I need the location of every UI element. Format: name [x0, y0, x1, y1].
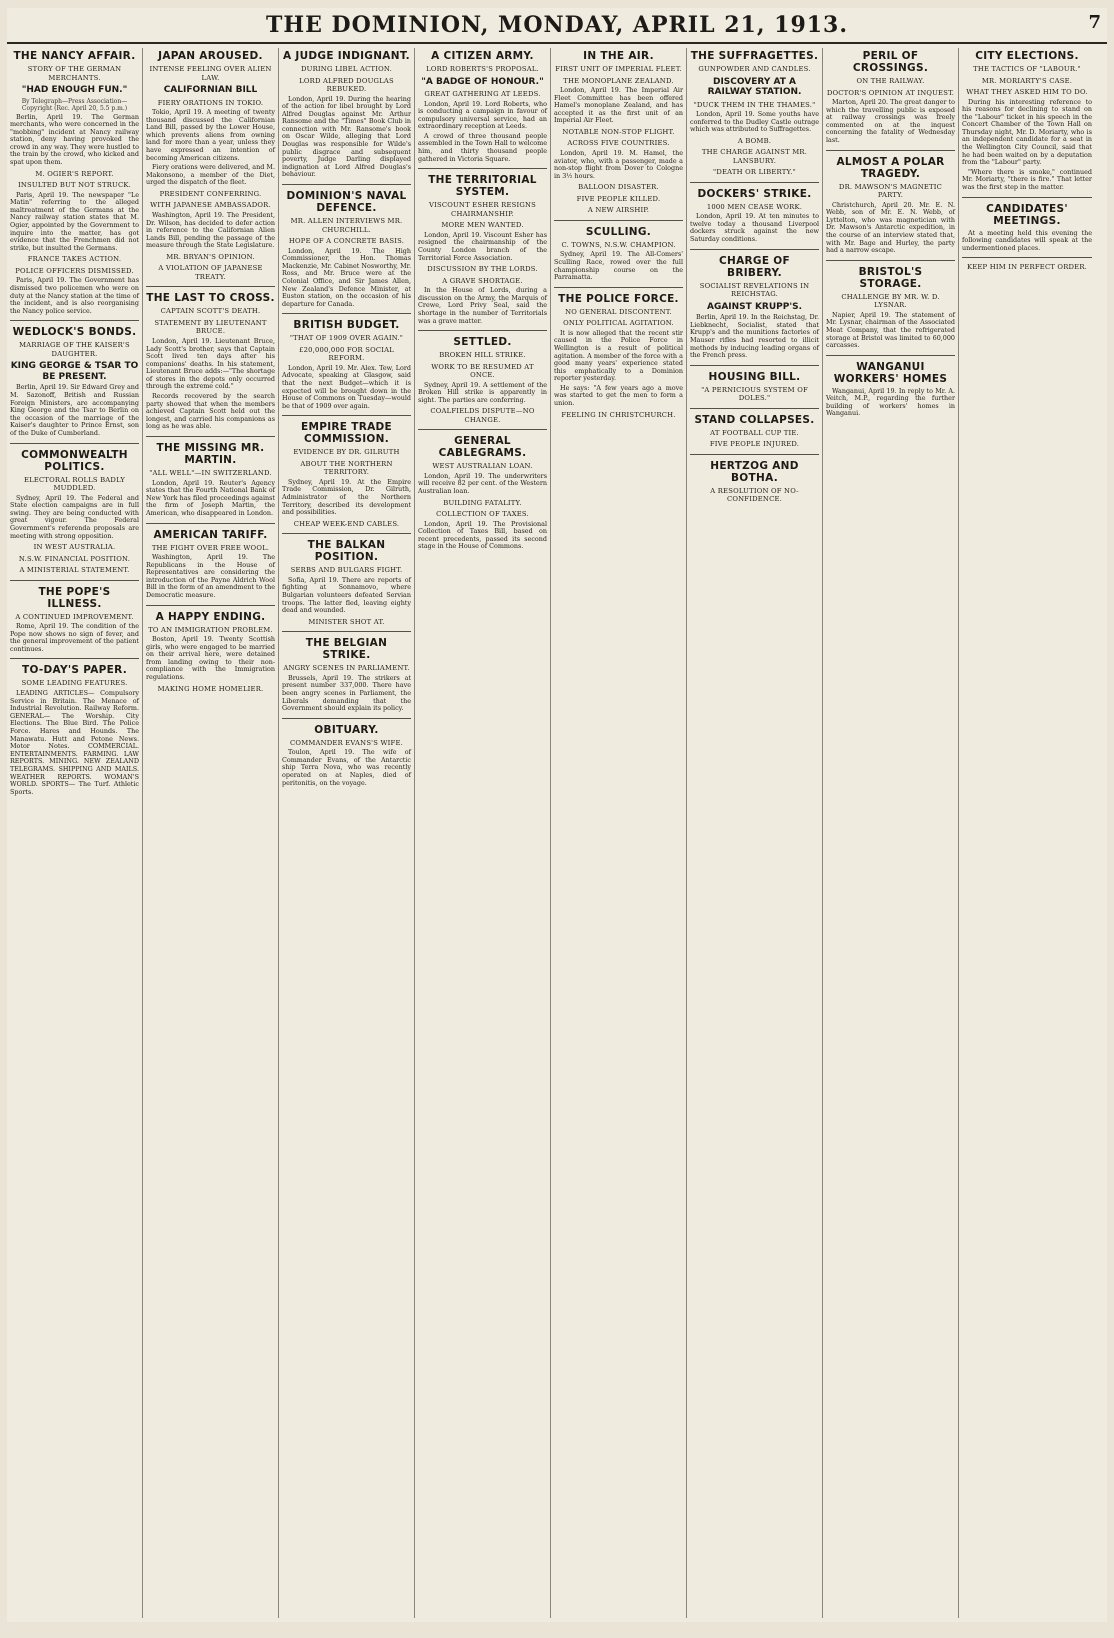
article-paragraph: At a meeting held this evening the following candidates will speak at the undermentioned places. [962, 228, 1092, 252]
article-divider [690, 454, 819, 455]
article-subheading: EVIDENCE BY DR. GILRUTH [293, 448, 400, 457]
article-paragraph: Toulon, April 19. The wife of Commander Evans, of the Antarctic ship Terra Nova, who was recently operated on at Naples, died of peritonitis, on the voyage. [282, 748, 411, 787]
article-divider [690, 249, 819, 250]
article-paragraph: Sofia, April 19. There are reports of fighting at Sonnamovo, where Bulgarian volunteers defeated Servian troops. The latter fled, leaving eighty dead and wounded. [282, 575, 411, 615]
column-3 [279, 48, 415, 1618]
article-subheading: FRANCE TAKES ACTION. [27, 255, 122, 264]
article-headline: HOUSING BILL. [708, 370, 801, 383]
masthead-title: THE DOMINION, MONDAY, APRIL 21, 1913. [265, 12, 849, 38]
article-subheading: WORK TO BE RESUMED AT ONCE. [431, 362, 534, 380]
article-divider [418, 330, 547, 331]
article-paragraph: London, April 19. Some youths have conferred to the Dudley Castle outrage which was attributed to Suffragettes. [690, 110, 819, 134]
article-subheading: A CONTINUED IMPROVEMENT. [15, 612, 134, 621]
article-subheading: STORY OF THE GERMAN MERCHANTS. [27, 65, 122, 82]
column-8 [959, 48, 1095, 1618]
article-subheading: DR. MAWSON'S MAGNETIC PARTY. [838, 182, 943, 200]
article-subheading: FIERY ORATIONS IN TOKIO. [157, 98, 264, 107]
article-headline: A JUDGE INDIGNANT. [283, 50, 410, 62]
article-bold-subheading: AGAINST KRUPP'S. [706, 301, 802, 312]
article-subheading: ABOUT THE NORTHERN TERRITORY. [300, 459, 393, 477]
article-divider [826, 150, 955, 151]
article-subheading: THE CHARGE AGAINST MR. LANSBURY. [701, 148, 808, 165]
article-divider [826, 355, 955, 356]
article-headline: EMPIRE TRADE COMMISSION. [301, 421, 392, 446]
article-subheading: DOCTOR'S OPINION AT INQUEST. [826, 88, 955, 97]
page-number: 7 [1088, 12, 1101, 33]
article-subheading: SERBS AND BULGARS FIGHT. [290, 566, 403, 575]
article-paragraph: Sydney, April 19. The Federal and State election campaigns are in full swing. They are being conducted with great vigour. The Federal Government's referenda proposals are meeting with strong opposition. [10, 493, 139, 540]
article-divider [146, 436, 275, 437]
article-subheading: LORD ALFRED DOUGLAS REBUKED. [299, 76, 394, 93]
article-headline: THE POPE'S ILLNESS. [38, 585, 111, 610]
article-headline: CHARGE OF BRIBERY. [719, 254, 790, 279]
article-subheading: THE TACTICS OF "LABOUR." [973, 65, 1081, 73]
article-paragraph: Christchurch, April 20. Mr. E. N. Webb, son of Mr. E. N. Webb, of Lyttelton, who was magnetician with Dr. Mawson's Antarctic expedition, in the course of an interview stated that, with Mr. Bage and Hurley, the party had a narrow escape. [826, 200, 955, 255]
article-headline: A HAPPY ENDING. [155, 610, 266, 623]
article-divider [146, 523, 275, 524]
article-divider [282, 533, 411, 534]
article-subheading: INTENSE FEELING OVER ALIEN LAW. [149, 65, 272, 82]
article-headline: THE POLICE FORCE. [558, 292, 679, 305]
article-divider [418, 168, 547, 169]
article-headline: DOMINION'S NAVAL DEFENCE. [286, 190, 407, 215]
article-headline: A CITIZEN ARMY. [431, 50, 534, 62]
article-divider [690, 182, 819, 183]
article-paragraph: It is now alleged that the recent stir caused in the Police Force in Wellington is a result of political agitation. A member of the force with a good many years' experience stated this emphatically to a Dominion reporter yesterday. [554, 328, 683, 383]
article-subheading: COALFIELDS DISPUTE—NO CHANGE. [430, 407, 535, 424]
article-subheading: BALLOON DISASTER. [578, 183, 659, 192]
article-headline: HERTZOG AND BOTHA. [710, 459, 799, 484]
article-subheading: SOME LEADING FEATURES. [21, 679, 128, 688]
article-subheading: BROKEN HILL STRIKE. [439, 351, 526, 360]
column-2 [143, 48, 279, 1618]
article-paragraph: London, April 19. Mr. Alex. Tew, Lord Advocate, speaking at Glasgow, said that the next Budget—which it is expected will be brought down in the House of Commons on Tuesday—would be that of 1909 over again. [282, 363, 411, 410]
article-headline: BRISTOL'S STORAGE. [858, 265, 923, 290]
article-headline: THE BELGIAN STRIKE. [305, 637, 388, 662]
article-headline: THE LAST TO CROSS. [146, 292, 275, 305]
columns-container [7, 48, 1107, 1618]
article-subheading: PRESIDENT CONFERRING. [159, 189, 262, 198]
article-paragraph: London, April 19. Lieutenant Bruce, Lady Scott's brother, says that Captain Scott lived ten days after his companions' deaths. In his statement, Lieutenant Bruce adds:—"The shortage of stores in the depots only occurred through the extreme cold." [146, 336, 275, 391]
article-paragraph: London, April 19. The Provisional Collection of Taxes Bill, based on recent precedents, passed its second stage in the House of Commons. [418, 519, 547, 551]
article-divider [690, 365, 819, 366]
article-headline: ALMOST A POLAR TRAGEDY. [836, 155, 945, 180]
article-subheading: A VIOLATION OF JAPANESE TREATY. [158, 264, 263, 281]
article-paragraph: Paris, April 19. The Government has dismissed two policemen who were on duty at the Nancy station at the time of the incident, and is also reorganising the Nancy police service. [10, 276, 139, 315]
article-headline: OBITUARY. [314, 723, 379, 736]
article-paragraph: "Where there is smoke," continued Mr. Moriarty, "there is fire." That letter was the first step in the matter. [962, 167, 1092, 192]
article-subheading: "DUCK THEM IN THE THAMES." [693, 100, 816, 109]
dateline: By Telegraph—Press Association—Copyright (Rec. April 20, 5.5 p.m.) [21, 97, 128, 112]
article-subheading: MORE MEN WANTED. [441, 221, 524, 230]
article-paragraph: Paris, April 19. The newspaper "Le Matin" referring to the alleged maltreatment of the Germans at the Nancy railway station states that M. Ogier, appointed by the Government to inquire into the matter, has got evidence that the Frenchmen did not strike, but insulted the Germans. [10, 190, 139, 252]
article-subheading: HOPE OF A CONCRETE BASIS. [288, 237, 405, 246]
article-paragraph: London, April 19. During the hearing of the action for libel brought by Lord Alfred Douglas against Mr. Arthur Ransome and the "Times" Book Club in connection with Mr. Ransome's book on Oscar Wilde, alleging that Lord Douglas was responsible for Wilde's public disgrace and subsequent poverty, Judge Darling displayed indignation at Lord Alfred Douglas's behaviour. [282, 94, 411, 179]
article-subheading: NO GENERAL DISCONTENT. [565, 307, 672, 316]
article-subheading: IN WEST AUSTRALIA. [33, 543, 116, 552]
column-5 [551, 48, 687, 1618]
article-subheading: THE FIGHT OVER FREE WOOL. [151, 543, 270, 552]
article-divider [10, 580, 139, 581]
article-headline: SETTLED. [453, 336, 512, 349]
article-subheading: THE MONOPLANE ZEALAND. [563, 76, 674, 85]
article-divider [146, 286, 275, 287]
article-paragraph: Sydney, April 19. The All-Comers' Sculling Race, rowed over the full championship course on the Parramatta. [554, 250, 683, 282]
article-subheading: ONLY POLITICAL AGITATION. [563, 319, 674, 328]
article-divider [146, 605, 275, 606]
article-subheading: FIRST UNIT OF IMPERIAL FLEET. [555, 65, 682, 73]
article-headline: COMMONWEALTH POLITICS. [21, 448, 128, 473]
article-subheading: 1000 MEN CEASE WORK. [706, 202, 803, 211]
article-subheading: M. OGIER'S REPORT. [35, 169, 114, 178]
article-divider [554, 287, 683, 288]
article-divider [826, 260, 955, 261]
article-divider [282, 631, 411, 632]
article-subheading: VISCOUNT ESHER RESIGNS CHAIRMANSHIP. [428, 201, 537, 218]
article-subheading: C. TOWNS, N.S.W. CHAMPION. [561, 240, 676, 249]
article-subheading: BUILDING FATALITY. [443, 498, 522, 507]
article-subheading: A NEW AIRSHIP. [587, 206, 650, 215]
article-bold-subheading: "A BADGE OF HONOUR." [421, 76, 544, 87]
article-paragraph: Wanganui, April 19. In reply to Mr. A. Veitch, M.P., regarding the further building of workers' homes in Wanganui. [826, 386, 955, 418]
article-subheading: "THAT OF 1909 OVER AGAIN." [289, 334, 404, 343]
masthead [7, 8, 1107, 44]
article-headline: AMERICAN TARIFF. [153, 528, 268, 541]
article-paragraph: Sydney, April 19. A settlement of the Broken Hill strike is apparently in sight. The parties are conferring. [418, 380, 547, 404]
article-subheading: MR. ALLEN INTERVIEWS MR. CHURCHILL. [290, 217, 403, 234]
article-paragraph: He says: "A few years ago a move was started to get the men to form a union. [554, 383, 683, 408]
article-subheading: ELECTORAL ROLLS BADLY MUDDLED. [23, 475, 126, 493]
article-paragraph: London, April 19. Lord Roberts, who is conducting a campaign in favour of compulsory universal service, had an extraordinary reception at Leeds. [418, 99, 547, 131]
article-headline: CITY ELECTIONS. [975, 50, 1079, 62]
article-subheading: CHEAP WEEK-END CABLES. [293, 519, 400, 528]
article-subheading: TO AN IMMIGRATION PROBLEM. [148, 625, 273, 634]
article-paragraph: During his interesting reference to his reasons for declining to stand on the "Labour" ticket in his speech in the Concert Chamber of the Town Hall on Thursday night, Mr. D. Moriarty, who is an independent candidate for a seat in the Wellington City Council, said that he had been waited on by a deputation from the "Labour" party. [962, 97, 1092, 167]
article-paragraph: London, April 19. Reuter's Agency states that the Fourth National Bank of New York has filed proceedings against the firm of Joseph Martin, the American, who disappeared in London. [146, 478, 275, 517]
article-headline: STAND COLLAPSES. [694, 413, 815, 426]
article-subheading: DISCUSSION BY THE LORDS. [427, 265, 538, 274]
article-subheading: KEEP HIM IN PERFECT ORDER. [966, 263, 1088, 272]
article-divider [418, 429, 547, 430]
article-subheading: GUNPOWDER AND CANDLES. [698, 65, 811, 73]
article-subheading: ON THE RAILWAY. [856, 77, 925, 85]
article-subheading: POLICE OFFICERS DISMISSED. [15, 266, 134, 275]
article-divider [10, 658, 139, 659]
article-headline: THE BALKAN POSITION. [307, 539, 386, 564]
article-subheading: A RESOLUTION OF NO-CONFIDENCE. [710, 486, 799, 504]
article-paragraph: London, April 19. Viscount Esher has resigned the chairmanship of the County London branch of the Territorial Force Association. [418, 230, 547, 262]
article-paragraph: Rome, April 19. The condition of the Pope now shows no sign of fever, and the general improvement of the patient continues. [10, 622, 139, 653]
article-paragraph: Berlin, April 19. In the Reichstag, Dr. Liebknecht, Socialist, stated that Krupp's and the munitions factories of Mauser rifles had resorted to illicit methods by inducing leading organs of the French press. [690, 313, 819, 360]
article-subheading: INSULTED BUT NOT STRUCK. [18, 181, 131, 190]
article-headline: GENERAL CABLEGRAMS. [438, 435, 527, 460]
article-paragraph: Napier, April 19. The statement of Mr. Lysnar, chairman of the Associated Meat Company, that the refrigerated storage at Bristol was limited to 60,000 carcasses. [826, 310, 955, 350]
article-headline: WANGANUI WORKERS' HOMES [833, 360, 948, 385]
article-subheading: DURING LIBEL ACTION. [301, 65, 392, 73]
article-headline: THE SUFFRAGETTES. [690, 50, 819, 62]
article-subheading: FEELING IN CHRISTCHURCH. [561, 410, 676, 419]
article-paragraph: Tokio, April 19. A meeting of twenty thousand discussed the Californian Land Bill, passed by the Lower House, which prevents aliens from owning land for more than a year, unless they have expressed an intention of becoming American citizens. [146, 108, 275, 162]
article-subheading: AT FOOTBALL CUP TIE. [710, 428, 799, 437]
article-subheading: N.S.W. FINANCIAL POSITION. [18, 554, 131, 563]
article-subheading: "ALL WELL"—IN SWITZERLAND. [149, 469, 272, 478]
article-paragraph: Marton, April 20. The great danger to which the travelling public is exposed at railway crossings was freely commented on at the inquest concerning the fatality of Wednesday last. [826, 98, 955, 144]
article-paragraph: In the House of Lords, during a discussion on the Army, the Marquis of Crewe, Lord Privy Seal, said the shortage in the number of Territorials was a grave matter. [418, 286, 547, 325]
article-subheading: MARRIAGE OF THE KAISER'S DAUGHTER. [19, 341, 130, 358]
article-headline: WEDLOCK'S BONDS. [12, 326, 137, 339]
article-paragraph: Berlin, April 19. The German merchants, who were concerned in the "mobbing" incident at Nancy railway station, deny having provoked the crowd in any way. They were hustled to the train by the crowd, who kicked and spat upon them. [10, 112, 139, 167]
article-paragraph: London, April 19. The High Commissioner, the Hon. Thomas Mackenzie, Mr. Cabinet Nosworthy, Mr. Ross, and Mr. Bruce were at the Colonial Office, and Sir James Allen, New Zealand's Defence Minister, at Euston station, on the occasion of his departure for Canada. [282, 246, 411, 308]
article-subheading: COMMANDER EVANS'S WIFE. [290, 738, 403, 747]
article-paragraph: London, April 19. M. Hamel, the aviator, who, with a passenger, made a non-stop flight from Dover to Cologne in 3½ hours. [554, 148, 683, 180]
article-paragraph: Berlin, April 19. Sir Edward Grey and M. Sazonoff, British and Russian Foreign Ministers, are accompanying King George and the Tsar to Berlin on the occasion of the marriage of the Kaiser's daughter to Prince Ernst, son of the Duke of Cumberland. [10, 383, 139, 437]
article-divider [690, 408, 819, 409]
article-paragraph: Fiery orations were delivered, and M. Makonsono, a member of the Diet, urged the dispatch of the fleet. [146, 163, 275, 187]
article-bold-subheading: DISCOVERY AT A RAILWAY STATION. [707, 76, 802, 97]
column-4 [415, 48, 551, 1618]
article-subheading: MINISTER SHOT AT. [308, 617, 385, 626]
article-subheading: "A PERNICIOUS SYSTEM OF DOLES." [701, 385, 808, 403]
article-paragraph: Sydney, April 19. At the Empire Trade Commission, Dr. Gilruth, Administrator of the Northern Territory, described its development and possibilities. [282, 477, 411, 517]
column-7 [823, 48, 959, 1618]
article-subheading: CHALLENGE BY MR. W. D. LYSNAR. [841, 292, 940, 310]
article-subheading: LORD ROBERTS'S PROPOSAL. [426, 65, 539, 73]
article-paragraph: Washington, April 19. The President, Dr. Wilson, has decided to defer action in reference to the Californian Alien Lands Bill, pending the passage of the measure through the State Legislature. [146, 210, 275, 250]
article-subheading: MR. MORIARTY'S CASE. [981, 76, 1073, 85]
article-headline: THE MISSING MR. MARTIN. [156, 442, 265, 467]
article-headline: THE NANCY AFFAIR. [13, 50, 136, 62]
article-headline: BRITISH BUDGET. [293, 319, 400, 332]
article-subheading: NOTABLE NON-STOP FLIGHT. [562, 127, 675, 136]
article-paragraph: London, April 19. At ten minutes to twelve today a thousand Liverpool dockers struck against the new Saturday conditions. [690, 212, 819, 244]
article-headline: CANDIDATES' MEETINGS. [986, 202, 1068, 227]
article-subheading: A BOMB. [737, 136, 772, 145]
article-paragraph: Boston, April 19. Twenty Scottish girls, who were engaged to be married on their arrival here, were detained from landing owing to their non-compliance with the Immigration regulations. [146, 635, 275, 682]
article-subheading: MR. BRYAN'S OPINION. [166, 252, 255, 261]
article-subheading: "DEATH OR LIBERTY." [713, 168, 796, 177]
article-paragraph: Brussels, April 19. The strikers at present number 337,000. There have been angry scenes in Parliament, the Liberals demanding that the Government should explain its policy. [282, 673, 411, 713]
article-subheading: SOCIALIST REVELATIONS IN REICHSTAG. [699, 281, 810, 299]
article-subheading: FIVE PEOPLE KILLED. [576, 194, 661, 203]
article-subheading: COLLECTION OF TAXES. [436, 510, 529, 519]
article-subheading: FIVE PEOPLE INJURED. [709, 440, 800, 449]
article-subheading: WITH JAPANESE AMBASSADOR. [150, 201, 271, 210]
article-headline: PERIL OF CROSSINGS. [852, 50, 929, 74]
article-paragraph: Records recovered by the search party showed that when the members achieved Captain Scott held out the longest, and carried his companions as long as he was able. [146, 392, 275, 431]
article-subheading: A GRAVE SHORTAGE. [442, 276, 523, 285]
newspaper-page [7, 8, 1107, 1622]
column-1 [7, 48, 143, 1618]
column-6 [687, 48, 823, 1618]
article-divider [10, 443, 139, 444]
article-bold-subheading: "HAD ENOUGH FUN." [21, 85, 128, 95]
article-headline: JAPAN AROUSED. [158, 50, 263, 62]
article-subheading: ACROSS FIVE COUNTRIES. [567, 139, 670, 148]
article-headline: TO-DAY'S PAPER. [21, 664, 127, 677]
article-paragraph: A crowd of three thousand people assembled in the Town Hall to welcome him, and thirty thousand people gathered in Victoria Square. [418, 131, 547, 163]
article-divider [282, 313, 411, 314]
article-paragraph: London, April 19. The Imperial Air Fleet Committee has been offered Hamel's monoplane Zealand, and has accepted it as the first unit of an Imperial Air Fleet. [554, 86, 683, 125]
article-divider [962, 257, 1092, 258]
article-divider [962, 197, 1092, 198]
article-headline: SCULLING. [585, 225, 652, 238]
article-divider [282, 184, 411, 185]
article-divider [10, 320, 139, 321]
article-divider [282, 718, 411, 719]
article-subheading: MAKING HOME HOMELIER. [157, 684, 264, 693]
article-bold-subheading: CALIFORNIAN BILL [163, 85, 258, 95]
article-paragraph: LEADING ARTICLES— Compulsory Service in Britain. The Menace of Industrial Revolution. Railway Reform. GENERAL— The Worship. City Elections. The Blue Bird. The Police Force. Hares and Hounds. The Manawatu. Hutt and Petone News. Motor Notes. COMMERCIAL. ENTERTAINMENTS. FARMING. LAW REPORTS. MINING. NEW ZEALAND TELEGRAMS. SHIPPING AND MAILS. WEATHER REPORTS. WOMAN'S WORLD. SPORTS— The Turf. Athletic Sports. [10, 688, 139, 796]
article-subheading: STATEMENT BY LIEUTENANT BRUCE. [154, 318, 267, 336]
article-headline: DOCKERS' STRIKE. [697, 187, 812, 200]
article-subheading: CAPTAIN SCOTT'S DEATH. [160, 307, 261, 316]
article-divider [282, 415, 411, 416]
article-subheading: £20,000,000 FOR SOCIAL REFORM. [299, 345, 394, 363]
article-divider [554, 220, 683, 221]
article-subheading: ANGRY SCENES IN PARLIAMENT. [283, 664, 410, 673]
article-bold-subheading: KING GEORGE & TSAR TO BE PRESENT. [10, 361, 139, 382]
article-subheading: GREAT GATHERING AT LEEDS. [424, 90, 541, 98]
article-subheading: WHAT THEY ASKED HIM TO DO. [966, 88, 1088, 96]
article-subheading: A MINISTERIAL STATEMENT. [19, 566, 130, 575]
article-paragraph: London, April 19. The underwriters will receive 82 per cent. of the Western Australian loan. [418, 471, 547, 496]
article-headline: THE TERRITORIAL SYSTEM. [428, 174, 537, 199]
article-subheading: WEST AUSTRALIAN LOAN. [432, 462, 533, 471]
article-headline: IN THE AIR. [583, 50, 654, 62]
article-paragraph: Washington, April 19. The Republicans in the House of Representatives are considering the introduction of the Payne Aldrich Wool Bill in the form of an amendment to the Democratic measure. [146, 553, 275, 599]
